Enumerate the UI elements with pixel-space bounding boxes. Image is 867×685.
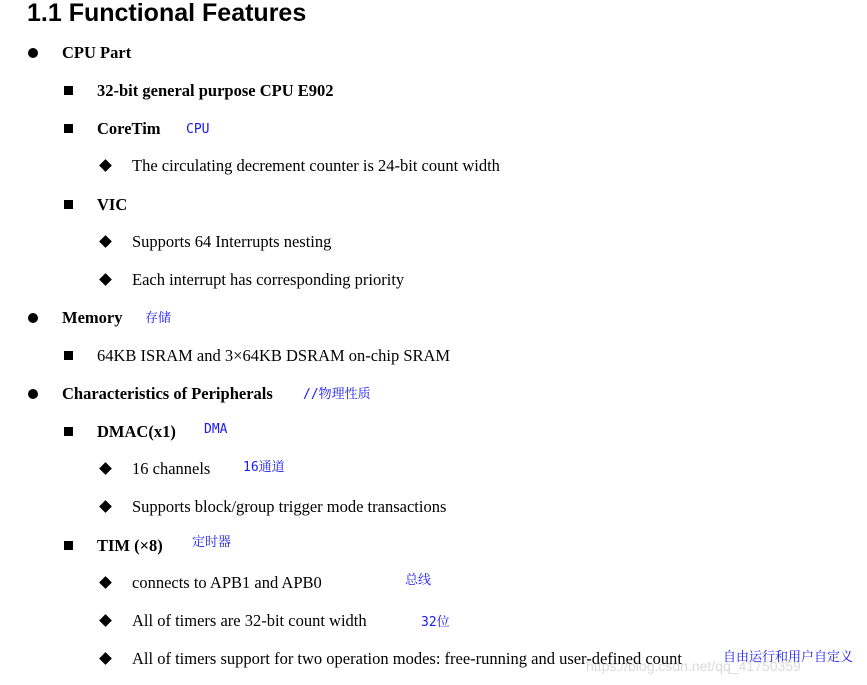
list-item-cpu-e902 xyxy=(0,80,867,104)
circle-bullet-icon xyxy=(28,389,38,399)
annotation-peripherals: //物理性质 xyxy=(303,387,371,402)
section-heading: 1.1 Functional Features xyxy=(27,0,307,27)
diamond-bullet-icon xyxy=(99,159,112,172)
item-label-coretim-counter: The circulating decrement counter is 24-bit count width xyxy=(132,156,500,175)
list-item-tim xyxy=(0,535,867,559)
item-label-dmac: DMAC(x1) xyxy=(97,422,176,441)
list-item-tim-apb xyxy=(0,572,867,596)
list-item-cpu-part xyxy=(0,42,867,66)
item-label-vic-priority: Each interrupt has corresponding priority xyxy=(132,270,405,289)
list-item-dmac xyxy=(0,421,867,445)
item-label-cpu-part: CPU Part xyxy=(62,43,132,62)
diamond-bullet-icon xyxy=(99,462,112,475)
annotation-tim-width: 32位 xyxy=(421,615,450,630)
watermark: https://blog.csdn.net/qq_41750359 xyxy=(586,658,801,674)
item-label-cpu-e902: 32-bit general purpose CPU E902 xyxy=(97,81,334,100)
list-item-peripherals xyxy=(0,383,867,407)
item-label-dmac-channels: 16 channels xyxy=(132,459,211,478)
list-item-memory xyxy=(0,307,867,331)
annotation-dmac-channels: 16通道 xyxy=(243,460,285,475)
list-item-dmac-channels xyxy=(0,458,867,482)
square-bullet-icon xyxy=(64,427,73,436)
list-item-tim-width xyxy=(0,610,867,634)
list-item-coretim-counter xyxy=(0,155,867,179)
list-item-vic xyxy=(0,194,867,218)
annotation-tim-apb: 总线 xyxy=(405,573,432,588)
item-label-tim-apb: connects to APB1 and APB0 xyxy=(132,573,322,592)
diamond-bullet-icon xyxy=(99,652,112,665)
diamond-bullet-icon xyxy=(99,273,112,286)
annotation-tim: 定时器 xyxy=(192,535,232,550)
list-item-coretim xyxy=(0,118,867,142)
list-item-dmac-transactions xyxy=(0,496,867,520)
list-item-memory-sram xyxy=(0,345,867,369)
list-item-vic-priority xyxy=(0,269,867,293)
item-label-tim-modes: All of timers support for two operation modes: free-running and user-defined count xyxy=(132,649,682,668)
item-label-peripherals: Characteristics of Peripherals xyxy=(62,384,273,403)
annotation-tim-modes: 自由运行和用户自定义 xyxy=(723,650,854,665)
diamond-bullet-icon xyxy=(99,500,112,513)
square-bullet-icon xyxy=(64,124,73,133)
item-label-tim: TIM (×8) xyxy=(97,536,163,555)
diamond-bullet-icon xyxy=(99,235,112,248)
item-label-tim-width: All of timers are 32-bit count width xyxy=(132,611,367,630)
item-label-coretim: CoreTim xyxy=(97,119,161,138)
item-label-dmac-transactions: Supports block/group trigger mode transactions xyxy=(132,497,447,516)
circle-bullet-icon xyxy=(28,313,38,323)
square-bullet-icon xyxy=(64,541,73,550)
square-bullet-icon xyxy=(64,200,73,209)
annotation-coretim: CPU xyxy=(186,122,210,137)
square-bullet-icon xyxy=(64,351,73,360)
diamond-bullet-icon xyxy=(99,614,112,627)
square-bullet-icon xyxy=(64,86,73,95)
item-label-vic-nesting: Supports 64 Interrupts nesting xyxy=(132,232,332,251)
item-label-vic: VIC xyxy=(97,195,128,214)
annotation-memory: 存储 xyxy=(145,311,172,326)
diamond-bullet-icon xyxy=(99,576,112,589)
item-label-memory-sram: 64KB ISRAM and 3×64KB DSRAM on-chip SRAM xyxy=(97,346,451,365)
circle-bullet-icon xyxy=(28,48,38,58)
item-label-memory: Memory xyxy=(62,308,123,327)
list-item-vic-nesting xyxy=(0,231,867,255)
annotation-dmac: DMA xyxy=(204,422,228,437)
